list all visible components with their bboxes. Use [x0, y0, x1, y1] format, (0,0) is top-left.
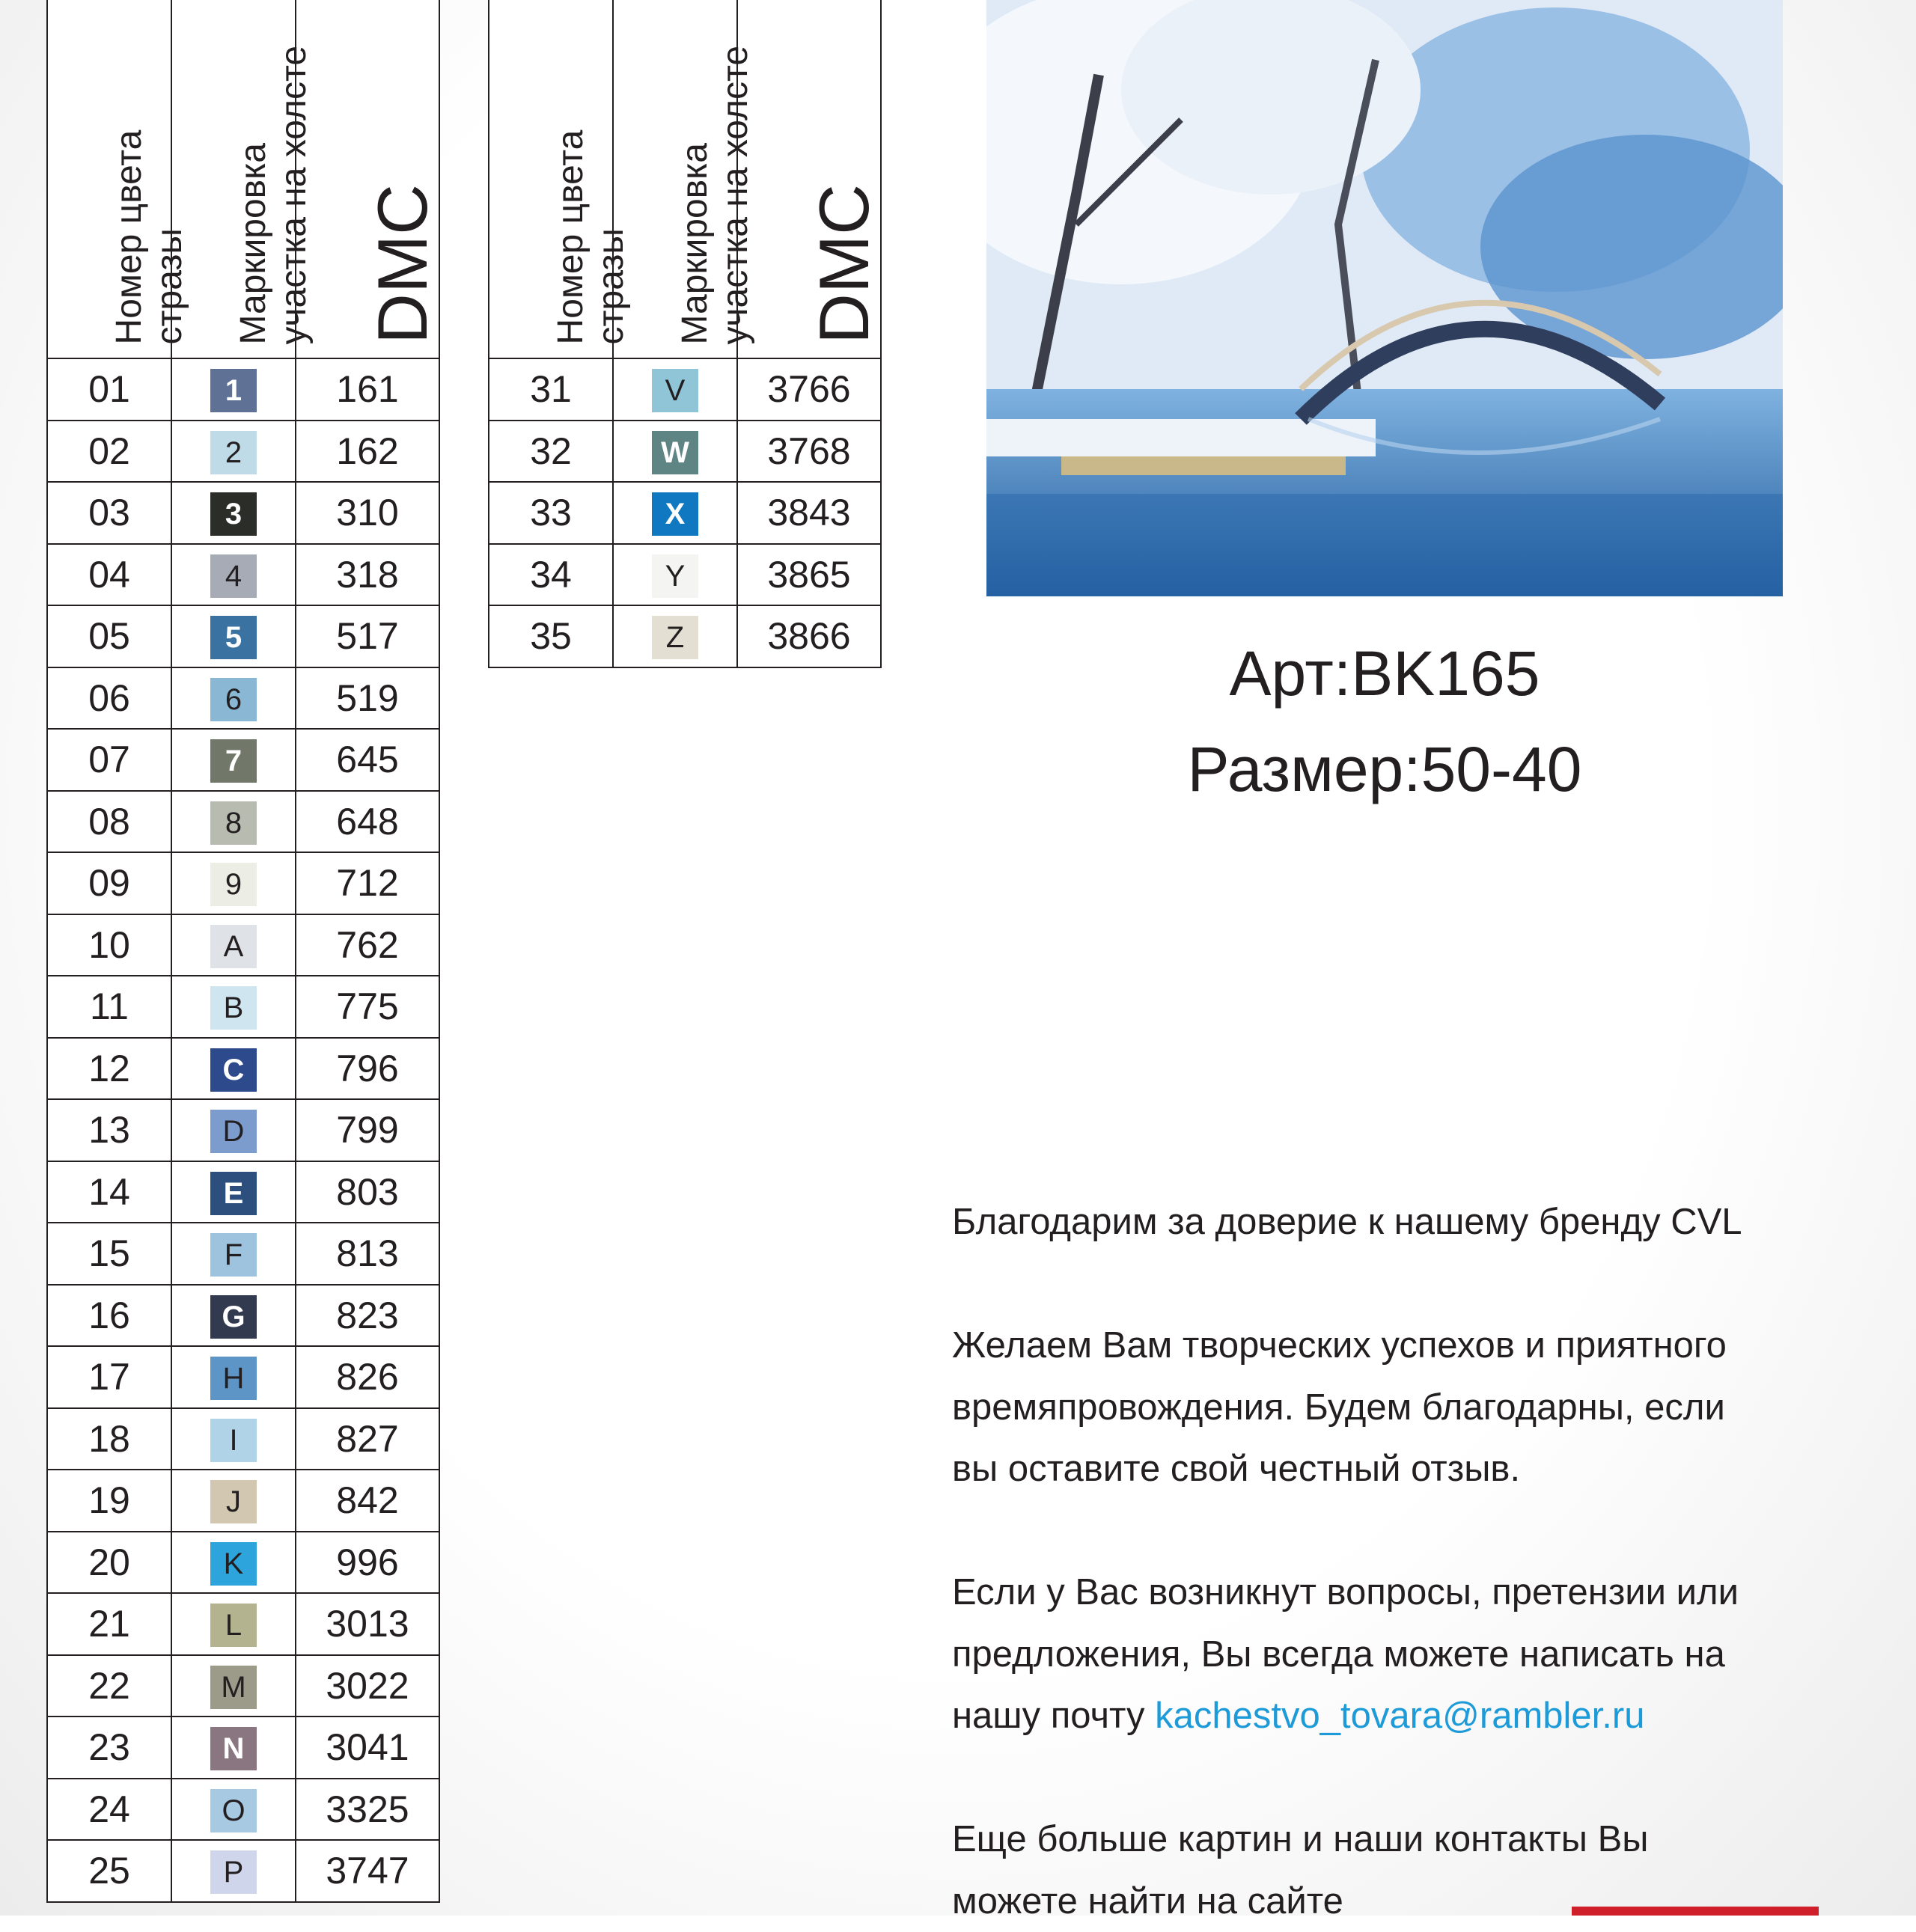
dmc-code-cell: 3041: [296, 1717, 439, 1779]
color-swatch: N: [210, 1727, 257, 1770]
size-label: Размер:50-40: [1187, 734, 1582, 804]
marking-cell: [613, 421, 737, 483]
color-swatch: 9: [210, 863, 257, 906]
color-swatch: Z: [652, 616, 698, 659]
dmc-code-cell: 318: [296, 544, 439, 606]
thanks-text: Благодарим за доверие к нашему бренду CVL: [952, 1202, 1742, 1242]
marking-cell: [171, 1717, 296, 1779]
legend-row: [47, 1593, 439, 1655]
legend-row: [47, 852, 439, 914]
color-swatch: 3: [210, 492, 257, 536]
color-number-cell: 31: [489, 358, 613, 421]
legend-row: [47, 1099, 439, 1161]
color-swatch: W: [652, 431, 698, 474]
dmc-code-cell: 3768: [737, 421, 881, 483]
header-marking: Маркировка участка на холсте: [613, 0, 737, 358]
dmc-code-cell: 310: [296, 482, 439, 544]
dmc-code-cell: 3865: [737, 544, 881, 606]
marking-cell: [171, 976, 296, 1038]
color-swatch: I: [210, 1419, 257, 1462]
color-swatch: 4: [210, 554, 257, 598]
dmc-code-cell: 519: [296, 667, 439, 730]
wishes-text: Желаем Вам творческих успехов и приятного времяпровождения. Будем благодарны, если вы оставите свой честный отзыв.: [952, 1325, 1727, 1489]
legend-row: [47, 1285, 439, 1347]
dmc-code-cell: 3766: [737, 358, 881, 421]
color-number-cell: 19: [47, 1470, 171, 1532]
dmc-code-cell: 827: [296, 1408, 439, 1470]
color-swatch: V: [652, 369, 698, 412]
legend-row: [47, 1532, 439, 1594]
color-swatch: L: [210, 1604, 257, 1647]
legend-row: [489, 482, 881, 544]
color-number-cell: 05: [47, 605, 171, 667]
color-swatch: 7: [210, 739, 257, 783]
marking-cell: [171, 729, 296, 791]
header-marking: Маркировка участка на холсте: [171, 0, 296, 358]
color-swatch: G: [210, 1295, 257, 1339]
color-number-cell: 11: [47, 976, 171, 1038]
header-dmc: DMC: [296, 0, 439, 358]
legend-row: [489, 421, 881, 483]
color-number-cell: 07: [47, 729, 171, 791]
dmc-code-cell: 799: [296, 1099, 439, 1161]
legend-row: [47, 1408, 439, 1470]
dmc-code-cell: 803: [296, 1161, 439, 1223]
marking-cell: [171, 1346, 296, 1408]
winter-bridge-illustration: [986, 0, 1783, 596]
marking-cell: [171, 1038, 296, 1100]
dmc-code-cell: 813: [296, 1223, 439, 1285]
color-legend-table-left: [46, 0, 440, 1903]
dmc-code-cell: 3747: [296, 1840, 439, 1902]
dmc-code-cell: 161: [296, 358, 439, 421]
marking-cell: [171, 1593, 296, 1655]
email-link[interactable]: kachestvo_tovara@rambler.ru: [1155, 1696, 1645, 1736]
color-number-cell: 33: [489, 482, 613, 544]
dmc-code-cell: 823: [296, 1285, 439, 1347]
legend-header-row: [47, 0, 439, 358]
color-number-cell: 01: [47, 358, 171, 421]
color-swatch: O: [210, 1789, 257, 1832]
questions-text: Если у Вас возникнут вопросы, претензии или предложения, Вы всегда можете написать на нашу почту: [952, 1572, 1739, 1736]
marking-cell: [171, 1532, 296, 1594]
color-number-cell: 24: [47, 1779, 171, 1841]
legend-header-row: [489, 0, 881, 358]
questions-paragraph: [952, 1562, 1895, 1747]
color-number-cell: 25: [47, 1840, 171, 1902]
marking-cell: [171, 482, 296, 544]
color-number-cell: 12: [47, 1038, 171, 1100]
color-swatch: B: [210, 986, 257, 1030]
legend-row: [47, 1161, 439, 1223]
color-swatch: E: [210, 1172, 257, 1215]
marking-cell: [171, 1161, 296, 1223]
dmc-code-cell: 3843: [737, 482, 881, 544]
legend-row: [47, 1779, 439, 1841]
color-number-cell: 34: [489, 544, 613, 606]
marking-cell: [171, 1223, 296, 1285]
header-color-number: Номер цвета стразы: [47, 0, 171, 358]
color-swatch: M: [210, 1666, 257, 1709]
marking-cell: [613, 358, 737, 421]
legend-row: [47, 729, 439, 791]
legend-row: [489, 605, 881, 667]
legend-row: [47, 1655, 439, 1717]
legend-row: [47, 1470, 439, 1532]
color-number-cell: 14: [47, 1161, 171, 1223]
marking-cell: [171, 1655, 296, 1717]
color-number-cell: 08: [47, 791, 171, 853]
dmc-code-cell: 648: [296, 791, 439, 853]
marking-cell: [171, 1285, 296, 1347]
legend-row: [47, 421, 439, 483]
dmc-code-cell: 162: [296, 421, 439, 483]
color-swatch: K: [210, 1542, 257, 1586]
dmc-code-cell: 3013: [296, 1593, 439, 1655]
legend-row: [47, 667, 439, 730]
color-number-cell: 22: [47, 1655, 171, 1717]
color-swatch: C: [210, 1048, 257, 1092]
dmc-code-cell: 712: [296, 852, 439, 914]
dmc-code-cell: 826: [296, 1346, 439, 1408]
marking-cell: [613, 605, 737, 667]
marking-cell: [171, 605, 296, 667]
color-number-cell: 16: [47, 1285, 171, 1347]
marking-cell: [613, 544, 737, 606]
legend-row: [489, 544, 881, 606]
dmc-code-cell: 842: [296, 1470, 439, 1532]
dmc-code-cell: 3022: [296, 1655, 439, 1717]
brand-logo-fragment: [1572, 1907, 1819, 1916]
color-swatch: Y: [652, 554, 698, 598]
color-swatch: 6: [210, 678, 257, 721]
dmc-code-cell: 3866: [737, 605, 881, 667]
dmc-code-cell: 645: [296, 729, 439, 791]
marking-cell: [171, 421, 296, 483]
dmc-code-cell: 796: [296, 1038, 439, 1100]
product-preview-image: [986, 0, 1783, 596]
color-number-cell: 10: [47, 914, 171, 976]
legend-row: [47, 976, 439, 1038]
color-swatch: F: [210, 1233, 257, 1277]
dmc-code-cell: 517: [296, 605, 439, 667]
color-swatch: J: [210, 1480, 257, 1523]
marking-cell: [171, 358, 296, 421]
color-number-cell: 15: [47, 1223, 171, 1285]
legend-row: [47, 1223, 439, 1285]
marking-cell: [171, 1408, 296, 1470]
legend-row: [47, 1840, 439, 1902]
color-number-cell: 18: [47, 1408, 171, 1470]
marking-cell: [613, 482, 737, 544]
color-number-cell: 21: [47, 1593, 171, 1655]
marking-cell: [171, 1099, 296, 1161]
legend-row: [47, 1346, 439, 1408]
dmc-code-cell: 996: [296, 1532, 439, 1594]
color-number-cell: 04: [47, 544, 171, 606]
color-swatch: D: [210, 1110, 257, 1153]
header-dmc: DMC: [737, 0, 881, 358]
color-swatch: P: [210, 1850, 257, 1894]
color-swatch: H: [210, 1357, 257, 1400]
header-color-number: Номер цвета стразы: [489, 0, 613, 358]
legend-row: [47, 482, 439, 544]
marking-cell: [171, 1779, 296, 1841]
color-number-cell: 09: [47, 852, 171, 914]
color-swatch: X: [652, 492, 698, 536]
legend-row: [47, 1038, 439, 1100]
marking-cell: [171, 544, 296, 606]
marking-cell: [171, 852, 296, 914]
dmc-code-cell: 3325: [296, 1779, 439, 1841]
dmc-code-cell: 775: [296, 976, 439, 1038]
color-swatch: 2: [210, 431, 257, 474]
legend-row: [47, 1717, 439, 1779]
legend-row: [47, 914, 439, 976]
article-number: Арт:BK165: [1229, 638, 1540, 709]
legend-row: [47, 791, 439, 853]
color-number-cell: 13: [47, 1099, 171, 1161]
legend-row: [47, 544, 439, 606]
color-swatch: 5: [210, 616, 257, 659]
color-number-cell: 02: [47, 421, 171, 483]
color-number-cell: 32: [489, 421, 613, 483]
dmc-code-cell: 762: [296, 914, 439, 976]
color-legend-table-right: [488, 0, 882, 668]
legend-row: [47, 605, 439, 667]
color-swatch: 8: [210, 801, 257, 845]
legend-row: [47, 358, 439, 421]
color-number-cell: 23: [47, 1717, 171, 1779]
more-text: Еще больше картин и наши контакты Вы можете найти на сайте: [952, 1819, 1649, 1922]
color-number-cell: 06: [47, 667, 171, 730]
marking-cell: [171, 1470, 296, 1532]
color-swatch: 1: [210, 369, 257, 412]
marking-cell: [171, 1840, 296, 1902]
color-number-cell: 20: [47, 1532, 171, 1594]
marking-cell: [171, 791, 296, 853]
legend-row: [489, 358, 881, 421]
marking-cell: [171, 914, 296, 976]
color-number-cell: 17: [47, 1346, 171, 1408]
marking-cell: [171, 667, 296, 730]
color-number-cell: 03: [47, 482, 171, 544]
color-swatch: A: [210, 925, 257, 968]
color-number-cell: 35: [489, 605, 613, 667]
